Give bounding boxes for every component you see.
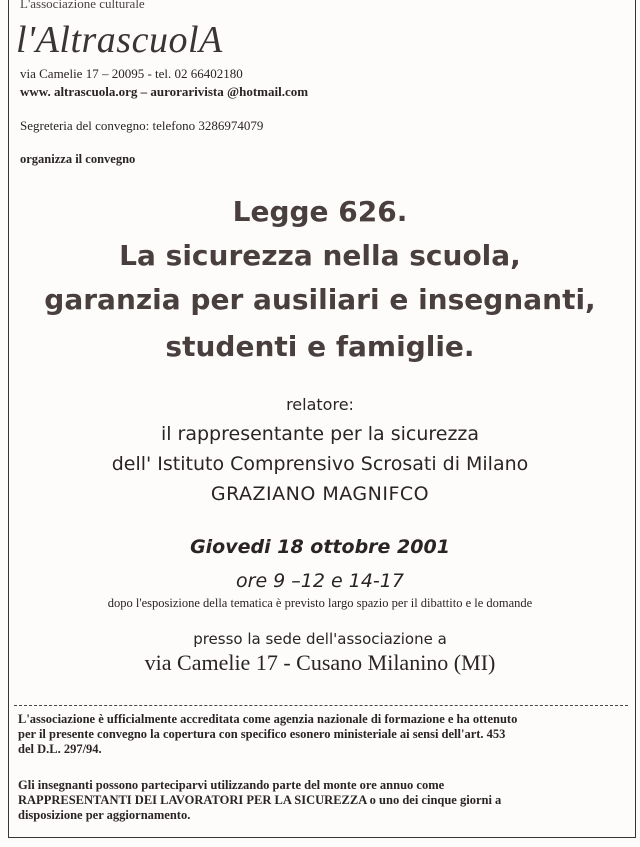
- organizes-label: organizza il convegno: [20, 152, 136, 166]
- website-email-line: www. altrascuola.org – aurorarivista @hotmail.com: [20, 84, 309, 99]
- association-label: L'associazione culturale: [20, 0, 145, 11]
- teachers-note-line: Gli insegnanti possono parteciparvi utilizzando parte del monte ore annuo come: [18, 778, 445, 792]
- event-note: dopo l'esposizione della tematica è previsto largo spazio per il dibattito e le domande: [107, 596, 533, 610]
- speaker-label: relatore:: [286, 395, 354, 414]
- address-line: via Camelie 17 – 20095 - tel. 02 66402180: [20, 66, 243, 81]
- speaker-institute: dell' Istituto Comprensivo Scrosati di Milano: [111, 453, 529, 475]
- event-hours: ore 9 –12 e 14-17: [236, 570, 404, 592]
- accreditation-note: [18, 712, 624, 757]
- footer-divider: [14, 705, 628, 706]
- venue-address: via Camelie 17 - Cusano Milanino (MI): [144, 650, 496, 675]
- event-date: Giovedi 18 ottobre 2001: [190, 536, 450, 558]
- title-line-2: La sicurezza nella scuola,: [119, 239, 521, 272]
- title-line-4: studenti e famiglie.: [165, 330, 475, 363]
- teachers-note-line: RAPPRESENTANTI DEI LAVORATORI PER LA SICUREZZA o uno dei cinque giorni a: [18, 793, 502, 807]
- speaker-role: il rappresentante per la sicurezza: [160, 423, 480, 445]
- speaker-name: GRAZIANO MAGNIFCO: [210, 483, 430, 505]
- accreditation-note-line: per il presente convegno la copertura con specifico esonero ministeriale ai sensi dell'art. 453: [18, 727, 506, 741]
- altrascuola-logo: l'AltrascuolA: [16, 19, 223, 61]
- title-line-3: garanzia per ausiliari e insegnanti,: [44, 283, 596, 316]
- accreditation-note-line: del D.L. 297/94.: [18, 742, 102, 756]
- venue-label: presso la sede dell'associazione a: [193, 630, 447, 648]
- teachers-note: [18, 778, 624, 823]
- secretariat-phone: Segreteria del convegno: telefono 3286974079: [20, 118, 264, 133]
- teachers-note-line: disposizione per aggiornamento.: [18, 808, 191, 822]
- title-line-1: Legge 626.: [232, 195, 408, 228]
- accreditation-note-line: L'associazione è ufficialmente accreditata come agenzia nazionale di formazione e ha ottenuto: [18, 712, 518, 726]
